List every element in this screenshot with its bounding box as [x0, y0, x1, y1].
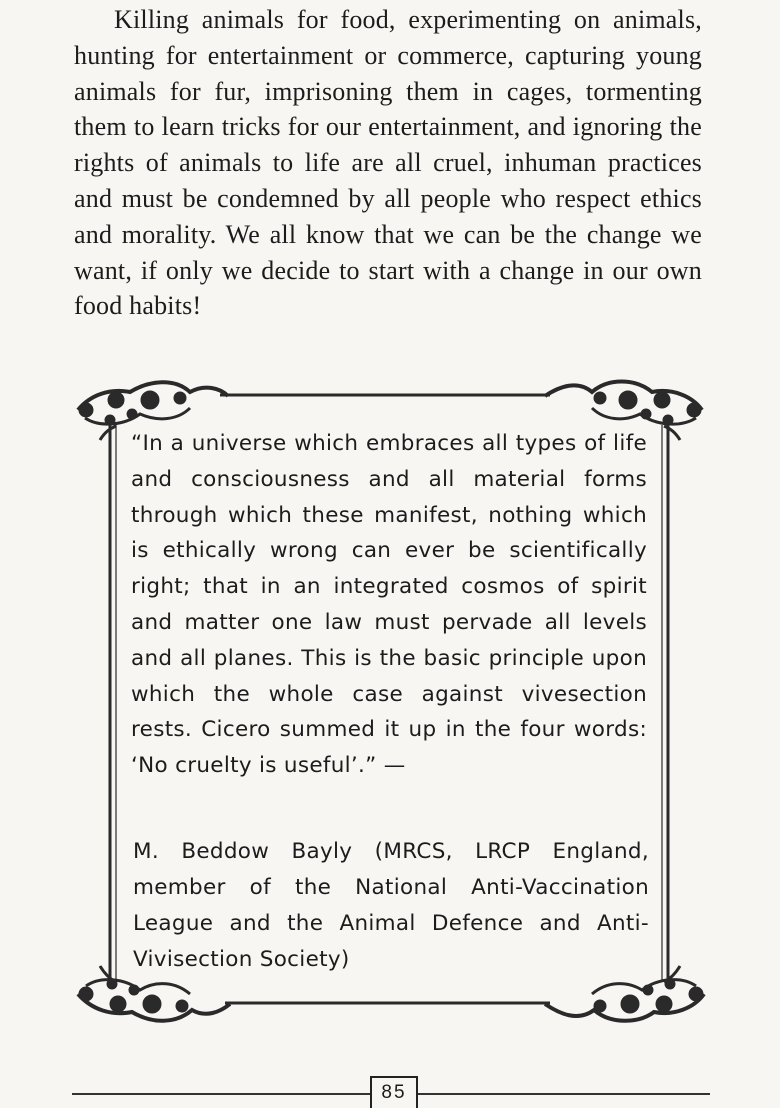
quote-attribution: M. Beddow Bayly (MRCS, LRCP England, member of the National Anti-Vaccination League and the Animal Defence and Anti-Vivisection Society) [133, 839, 649, 972]
quote-text: “In a universe which embraces all types of life and consciousness and all material forms through which these manifest, nothing which is ethically wrong can ever be scientifically right; that in an integrated cosmos of spirit and matter one law must pervade all levels and all planes. This is the basic principle upon which the whole case against vivesection rests. Cicero summed it up in the four words: ‘No cruelty is useful’.” — [131, 431, 647, 779]
footer-rule-right [418, 1093, 710, 1095]
footer-rule-left [72, 1093, 370, 1095]
body-paragraph: Killing animals for food, experimenting on animals, hunting for entertainment or commerce, capturing young animals for fur, imprisoning them in cages, tormenting them to learn tricks for our entertainment, and ignoring the rights of animals to life are all cruel, inhuman practices and must be condemned by all people who respect ethics and morality. We all know that we can be the change we want, if only we decide to start with a change in our own food habits! [74, 5, 702, 321]
page-number: 85 [370, 1076, 418, 1108]
